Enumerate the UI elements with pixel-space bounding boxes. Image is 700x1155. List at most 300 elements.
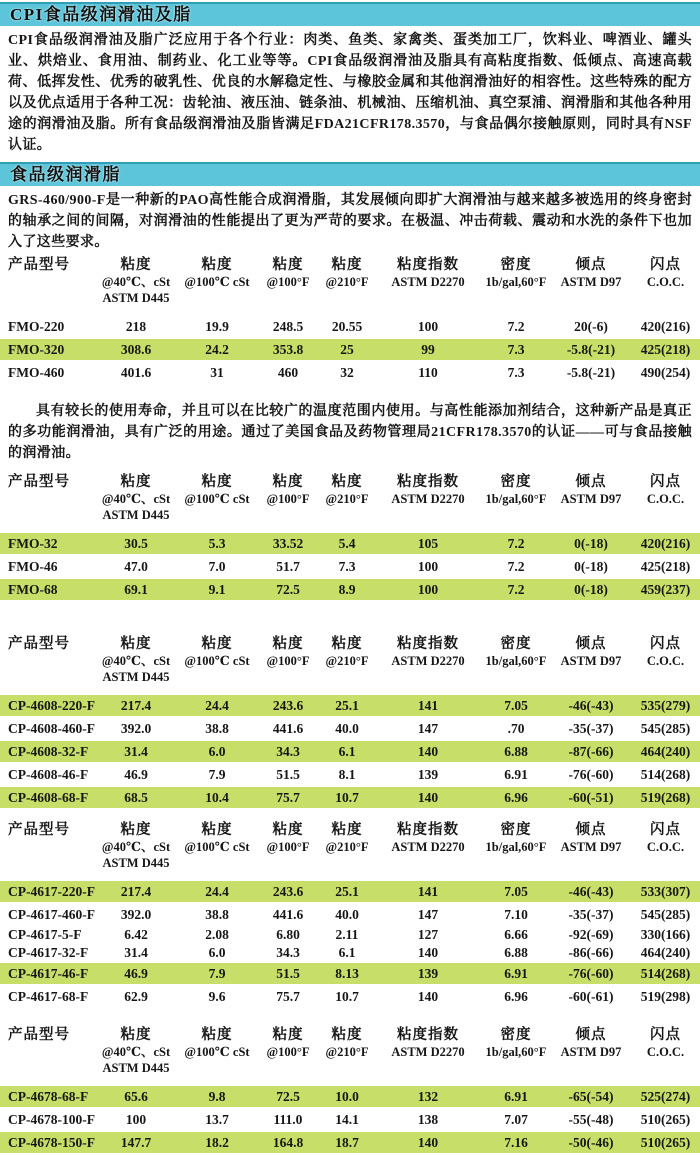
value-cell: -35(-37) xyxy=(568,720,614,736)
column-label: 粘度 xyxy=(120,822,152,838)
column-sublabel: @100℃ cSt xyxy=(184,1045,250,1059)
column-label: 倾点 xyxy=(575,822,607,838)
section-title-grease: 食品级润滑脂 xyxy=(10,165,121,184)
column-label: 粘度 xyxy=(331,474,363,490)
value-cell: 18.2 xyxy=(177,1132,257,1153)
value-cell: 425(218) xyxy=(631,339,700,360)
table-row xyxy=(0,556,700,577)
value-cell: 514(268) xyxy=(640,766,691,782)
value-cell: -86(-66) xyxy=(568,945,614,960)
column-header xyxy=(631,822,700,879)
value-cell: 68.5 xyxy=(95,787,177,808)
column-label: 粘度 xyxy=(201,636,233,652)
column-sublabel: @100℃ cSt xyxy=(184,275,250,289)
value-cell: 392.0 xyxy=(120,906,152,922)
table-header-row xyxy=(0,636,700,693)
value-cell: 2.11 xyxy=(335,927,359,942)
column-sublabel: C.O.C. xyxy=(646,1045,685,1059)
value-cell: 13.7 xyxy=(205,1111,229,1127)
value-cell: 111.0 xyxy=(273,1111,303,1127)
column-sublabel-2: ASTM D445 xyxy=(102,1061,170,1075)
value-cell: 218 xyxy=(125,318,147,334)
column-sublabel: ASTM D97 xyxy=(560,275,622,289)
value-cell: 33.52 xyxy=(257,533,319,554)
column-sublabel: ASTM D2270 xyxy=(391,275,465,289)
value-cell: 510(265) xyxy=(631,1132,700,1153)
section-title-main: CPI食品级润滑油及脂 xyxy=(10,5,192,24)
table-slot-cp-4608 xyxy=(0,634,700,810)
value-cell: 0(-18) xyxy=(551,579,631,600)
table-row xyxy=(0,718,700,739)
column-label: 粘度指数 xyxy=(397,636,459,652)
column-sublabel: 1b/gal,60°F xyxy=(485,840,547,854)
value-cell: 75.7 xyxy=(276,988,300,1004)
value-cell: 8.9 xyxy=(319,579,375,600)
column-sublabel: 1b/gal,60°F xyxy=(485,1045,547,1059)
value-cell: 20.55 xyxy=(331,318,363,334)
column-label: 粘度指数 xyxy=(397,822,459,838)
product-model-cell: CP-4678-100-F xyxy=(8,1111,95,1127)
column-header xyxy=(257,822,319,879)
value-cell: 9.1 xyxy=(177,579,257,600)
column-label: 密度 xyxy=(500,257,532,273)
column-sublabel: @100°F xyxy=(266,492,310,506)
product-model-cell: CP-4617-460-F xyxy=(8,906,95,922)
column-sublabel-2: ASTM D445 xyxy=(102,856,170,870)
column-header xyxy=(631,1027,700,1084)
column-header xyxy=(375,636,481,693)
table-row xyxy=(0,1109,700,1130)
column-sublabel: @210°F xyxy=(325,654,369,668)
value-cell: 6.91 xyxy=(504,766,528,782)
product-model-cell: CP-4617-46-F xyxy=(0,963,95,984)
column-header xyxy=(375,257,481,314)
value-cell: 464(240) xyxy=(640,945,691,960)
column-header xyxy=(551,257,631,314)
product-model-cell: FMO-68 xyxy=(0,579,95,600)
value-cell: 217.4 xyxy=(95,881,177,902)
table-row xyxy=(0,579,700,600)
product-model-cell: FMO-32 xyxy=(0,533,95,554)
value-cell: -60(-61) xyxy=(568,988,614,1004)
cp-4617-table xyxy=(0,820,700,1009)
value-cell: 6.0 xyxy=(208,945,226,960)
value-cell: 30.5 xyxy=(95,533,177,554)
column-label: 粘度 xyxy=(331,1027,363,1043)
column-label: 密度 xyxy=(500,636,532,652)
column-label: 粘度 xyxy=(201,257,233,273)
column-label: 粘度 xyxy=(201,822,233,838)
value-cell: 519(268) xyxy=(631,787,700,808)
value-cell: 139 xyxy=(417,766,439,782)
value-cell: 10.0 xyxy=(319,1086,375,1107)
value-cell: 243.6 xyxy=(257,881,319,902)
column-label: 密度 xyxy=(500,822,532,838)
value-cell: 100 xyxy=(417,558,439,574)
value-cell: 147 xyxy=(417,906,439,922)
value-cell: 10.7 xyxy=(319,787,375,808)
column-label: 闪点 xyxy=(650,1027,681,1043)
value-cell: 72.5 xyxy=(257,1086,319,1107)
value-cell: 5.4 xyxy=(319,533,375,554)
product-model-cell: CP-4678-150-F xyxy=(0,1132,95,1153)
column-label: 粘度 xyxy=(120,257,152,273)
value-cell: 545(285) xyxy=(640,720,691,736)
column-header xyxy=(319,636,375,693)
column-sublabel: C.O.C. xyxy=(646,492,685,506)
value-cell: 62.9 xyxy=(124,988,148,1004)
value-cell: 6.96 xyxy=(481,787,551,808)
value-cell: 7.2 xyxy=(481,579,551,600)
value-cell: 545(285) xyxy=(640,906,691,922)
table-row xyxy=(0,881,700,902)
value-cell: 6.1 xyxy=(338,945,356,960)
product-model-cell: CP-4617-220-F xyxy=(0,881,95,902)
column-label: 粘度 xyxy=(272,474,304,490)
value-cell: 31.4 xyxy=(124,945,148,960)
column-sublabel-2: ASTM D445 xyxy=(102,670,170,684)
column-header xyxy=(481,474,551,531)
value-cell: 65.6 xyxy=(95,1086,177,1107)
value-cell: 34.3 xyxy=(276,945,300,960)
column-header xyxy=(319,257,375,314)
table-row xyxy=(0,362,700,383)
value-cell: 110 xyxy=(418,364,438,380)
value-cell: 47.0 xyxy=(124,558,148,574)
value-cell: 6.91 xyxy=(481,1086,551,1107)
value-cell: -76(-60) xyxy=(568,766,614,782)
value-cell: 535(279) xyxy=(631,695,700,716)
value-cell: 51.5 xyxy=(276,766,300,782)
value-cell: 330(166) xyxy=(640,927,691,942)
value-cell: -46(-43) xyxy=(551,695,631,716)
column-header xyxy=(319,1027,375,1084)
column-header xyxy=(95,1027,177,1084)
product-model-cell: CP-4608-220-F xyxy=(0,695,95,716)
value-cell: 139 xyxy=(375,963,481,984)
value-cell: 132 xyxy=(375,1086,481,1107)
column-sublabel: @40℃、cSt xyxy=(101,654,171,668)
value-cell: 7.3 xyxy=(507,364,525,380)
value-cell: -46(-43) xyxy=(551,881,631,902)
column-header xyxy=(95,822,177,879)
table-row xyxy=(0,963,700,984)
value-cell: 392.0 xyxy=(120,720,152,736)
value-cell: 353.8 xyxy=(257,339,319,360)
product-model-cell: CP-4608-32-F xyxy=(0,741,95,762)
value-cell: 7.0 xyxy=(208,558,226,574)
section-header-main xyxy=(0,4,700,26)
value-cell: 24.2 xyxy=(177,339,257,360)
value-cell: 32 xyxy=(340,364,354,380)
value-cell: 164.8 xyxy=(257,1132,319,1153)
column-header xyxy=(319,822,375,879)
column-header xyxy=(481,636,551,693)
value-cell: 40.0 xyxy=(335,906,359,922)
column-header xyxy=(257,636,319,693)
column-header xyxy=(95,257,177,314)
column-label: 粘度 xyxy=(120,474,152,490)
column-label: 产品型号 xyxy=(8,474,70,490)
column-label: 闪点 xyxy=(650,474,681,490)
section-header-grease xyxy=(0,164,700,186)
column-label: 密度 xyxy=(500,474,532,490)
value-cell: 6.1 xyxy=(319,741,375,762)
value-cell: 7.3 xyxy=(481,339,551,360)
value-cell: 441.6 xyxy=(272,906,304,922)
column-header xyxy=(375,474,481,531)
value-cell: 38.8 xyxy=(205,906,229,922)
column-label: 密度 xyxy=(500,1027,532,1043)
value-cell: 6.91 xyxy=(481,963,551,984)
value-cell: 6.66 xyxy=(504,927,528,942)
column-header xyxy=(257,1027,319,1084)
cp-4678-table xyxy=(0,1025,700,1155)
value-cell: 464(240) xyxy=(631,741,700,762)
column-header xyxy=(319,474,375,531)
value-cell: 420(216) xyxy=(631,533,700,554)
value-cell: 7.07 xyxy=(504,1111,528,1127)
column-sublabel: @210°F xyxy=(325,840,369,854)
table-row xyxy=(0,695,700,716)
value-cell: 140 xyxy=(417,988,439,1004)
value-cell: 6.80 xyxy=(276,927,300,942)
column-label: 粘度 xyxy=(201,1027,233,1043)
product-model-cell: CP-4608-460-F xyxy=(8,720,95,736)
column-label: 粘度 xyxy=(120,636,152,652)
value-cell: 40.0 xyxy=(335,720,359,736)
value-cell: 140 xyxy=(375,1132,481,1153)
product-model-cell: FMO-460 xyxy=(8,364,65,380)
column-header-model xyxy=(0,474,95,531)
value-cell: -35(-37) xyxy=(568,906,614,922)
value-cell: 140 xyxy=(375,787,481,808)
product-model-cell: CP-4678-68-F xyxy=(0,1086,95,1107)
column-sublabel: 1b/gal,60°F xyxy=(485,275,547,289)
value-cell: 420(216) xyxy=(640,318,691,334)
value-cell: 141 xyxy=(375,881,481,902)
value-cell: 7.2 xyxy=(507,318,525,334)
column-sublabel: ASTM D97 xyxy=(560,840,622,854)
product-model-cell: CP-4617-32-F xyxy=(8,945,89,960)
value-cell: 425(218) xyxy=(640,558,691,574)
value-cell: 525(274) xyxy=(631,1086,700,1107)
column-header xyxy=(177,257,257,314)
value-cell: 31 xyxy=(210,364,224,380)
value-cell: .70 xyxy=(507,720,525,736)
table-row xyxy=(0,787,700,808)
value-cell: 7.2 xyxy=(507,558,525,574)
column-sublabel: @100℃ cSt xyxy=(184,654,250,668)
value-cell: 5.3 xyxy=(177,533,257,554)
column-sublabel: ASTM D2270 xyxy=(391,1045,465,1059)
value-cell: 441.6 xyxy=(272,720,304,736)
column-header-model xyxy=(0,257,95,314)
column-header xyxy=(177,1027,257,1084)
table-row xyxy=(0,533,700,554)
column-sublabel: @40℃、cSt xyxy=(101,275,171,289)
value-cell: 401.6 xyxy=(120,364,152,380)
table-row xyxy=(0,316,700,337)
column-header xyxy=(481,1027,551,1084)
value-cell: 6.42 xyxy=(124,927,148,942)
value-cell: 9.6 xyxy=(208,988,226,1004)
column-header xyxy=(551,636,631,693)
value-cell: 46.9 xyxy=(124,766,148,782)
fmo-high-viscosity-table xyxy=(0,255,700,385)
value-cell: 141 xyxy=(375,695,481,716)
column-header xyxy=(631,636,700,693)
table-row xyxy=(0,1132,700,1153)
value-cell: 7.16 xyxy=(481,1132,551,1153)
value-cell: 7.3 xyxy=(338,558,356,574)
value-cell: 490(254) xyxy=(640,364,691,380)
column-sublabel: @100°F xyxy=(266,654,310,668)
value-cell: -50(-46) xyxy=(551,1132,631,1153)
column-header-model xyxy=(0,1027,95,1084)
column-label: 产品型号 xyxy=(8,1027,70,1043)
column-sublabel: @40℃、cSt xyxy=(101,492,171,506)
column-sublabel: ASTM D2270 xyxy=(391,492,465,506)
column-label: 倾点 xyxy=(575,257,607,273)
value-cell: 100 xyxy=(375,579,481,600)
column-sublabel: @100°F xyxy=(266,840,310,854)
value-cell: 519(298) xyxy=(640,988,691,1004)
column-sublabel: ASTM D97 xyxy=(560,1045,622,1059)
value-cell: 25.1 xyxy=(319,695,375,716)
value-cell: 24.4 xyxy=(177,695,257,716)
column-label: 粘度指数 xyxy=(397,1027,459,1043)
value-cell: 308.6 xyxy=(95,339,177,360)
column-header-model xyxy=(0,636,95,693)
column-sublabel: @210°F xyxy=(325,1045,369,1059)
value-cell: 10.4 xyxy=(177,787,257,808)
value-cell: -65(-54) xyxy=(551,1086,631,1107)
column-header xyxy=(95,636,177,693)
cp-4608-table xyxy=(0,634,700,810)
column-sublabel: C.O.C. xyxy=(646,654,685,668)
column-sublabel: @210°F xyxy=(325,492,369,506)
column-label: 闪点 xyxy=(650,257,681,273)
table-row xyxy=(0,986,700,1007)
value-cell: 8.1 xyxy=(338,766,356,782)
value-cell: 51.7 xyxy=(276,558,300,574)
column-header xyxy=(177,474,257,531)
product-model-cell: CP-4617-68-F xyxy=(8,988,89,1004)
middle-paragraph: 具有较长的使用寿命，并且可以在比较广的温度范围内使用。与高性能添加剂结合，这种新产品是真正的多功能润滑油，具有广泛的用途。通过了美国食品及药物管理局21CFR178.3570的认证——可与食品接触的润滑油。 xyxy=(8,404,692,461)
table-row xyxy=(0,339,700,360)
column-header xyxy=(95,474,177,531)
table-row xyxy=(0,945,700,961)
value-cell: 2.08 xyxy=(205,927,229,942)
value-cell: 7.05 xyxy=(481,881,551,902)
table-row xyxy=(0,1086,700,1107)
column-label: 粘度 xyxy=(272,822,304,838)
value-cell: 533(307) xyxy=(631,881,700,902)
product-model-cell: CP-4617-5-F xyxy=(8,927,82,942)
column-label: 粘度 xyxy=(331,257,363,273)
column-label: 粘度指数 xyxy=(397,257,459,273)
column-sublabel: @100℃ cSt xyxy=(184,840,250,854)
column-label: 倾点 xyxy=(575,1027,607,1043)
column-label: 粘度 xyxy=(331,822,363,838)
value-cell: 38.8 xyxy=(205,720,229,736)
column-sublabel: @100°F xyxy=(266,1045,310,1059)
value-cell: -87(-66) xyxy=(551,741,631,762)
table-slot-fmo-low xyxy=(0,472,700,602)
column-label: 闪点 xyxy=(650,636,681,652)
column-header xyxy=(375,822,481,879)
column-label: 粘度 xyxy=(272,1027,304,1043)
table-slot-fmo-high xyxy=(0,255,700,385)
product-model-cell: CP-4608-46-F xyxy=(8,766,89,782)
value-cell: 127 xyxy=(417,927,439,942)
table-header-row xyxy=(0,257,700,314)
table-slot-cp-4678 xyxy=(0,1025,700,1155)
value-cell: 140 xyxy=(375,741,481,762)
column-label: 产品型号 xyxy=(8,822,70,838)
value-cell: -5.8(-21) xyxy=(551,339,631,360)
column-label: 粘度 xyxy=(272,636,304,652)
value-cell: 248.5 xyxy=(272,318,304,334)
value-cell: -92(-69) xyxy=(568,927,614,942)
table-row xyxy=(0,764,700,785)
value-cell: 7.05 xyxy=(481,695,551,716)
value-cell: 6.88 xyxy=(481,741,551,762)
value-cell: 217.4 xyxy=(95,695,177,716)
value-cell: 69.1 xyxy=(95,579,177,600)
value-cell: 14.1 xyxy=(335,1111,359,1127)
column-sublabel: ASTM D97 xyxy=(560,654,622,668)
fmo-low-viscosity-table xyxy=(0,472,700,602)
value-cell: 25.1 xyxy=(319,881,375,902)
column-label: 产品型号 xyxy=(8,257,70,273)
column-label: 产品型号 xyxy=(8,636,70,652)
value-cell: 100 xyxy=(417,318,439,334)
table-slot-cp-4617 xyxy=(0,820,700,1009)
column-header xyxy=(257,257,319,314)
column-label: 倾点 xyxy=(575,474,607,490)
product-model-cell: FMO-46 xyxy=(8,558,58,574)
value-cell: 514(268) xyxy=(631,963,700,984)
product-model-cell: FMO-220 xyxy=(8,318,65,334)
column-sublabel: ASTM D2270 xyxy=(391,654,465,668)
value-cell: 10.7 xyxy=(335,988,359,1004)
column-header xyxy=(551,822,631,879)
value-cell: 18.7 xyxy=(319,1132,375,1153)
value-cell: -60(-51) xyxy=(551,787,631,808)
value-cell: 46.9 xyxy=(95,963,177,984)
column-header xyxy=(375,1027,481,1084)
value-cell: 7.2 xyxy=(481,533,551,554)
value-cell: -76(-60) xyxy=(551,963,631,984)
column-header xyxy=(177,822,257,879)
value-cell: -55(-48) xyxy=(568,1111,614,1127)
value-cell: 0(-18) xyxy=(551,533,631,554)
value-cell: 9.8 xyxy=(177,1086,257,1107)
intro-paragraph: CPI食品级润滑油及脂广泛应用于各个行业：肉类、鱼类、家禽类、蛋类加工厂，饮料业、啤酒业、罐头业、烘焙业、食用油、制药业、化工业等等。CPI食品级润滑油及脂具有高粘度指数、低倾点、高速高载荷、低挥发性、优秀的破乳性、优良的水解稳定性、与橡胶金属和其他润滑油好的相容性。这些特殊的配方以及优点适用于各种工况：齿轮油、液压油、链条油、机械油、压缩机油、真空泵浦、润滑脂和其他各种用途的润滑油及脂。所有食品级润滑油及脂皆满足FDA21CFR178.3570，与食品偶尔接触原则，同时具有NSF认证。 xyxy=(8,33,692,153)
column-header xyxy=(551,1027,631,1084)
value-cell: 105 xyxy=(375,533,481,554)
value-cell: 99 xyxy=(375,339,481,360)
column-sublabel: ASTM D2270 xyxy=(391,840,465,854)
column-sublabel: @40℃、cSt xyxy=(101,1045,171,1059)
column-label: 粘度 xyxy=(331,636,363,652)
table-header-row xyxy=(0,474,700,531)
column-header-model xyxy=(0,822,95,879)
value-cell: 25 xyxy=(319,339,375,360)
value-cell: 0(-18) xyxy=(574,558,608,574)
